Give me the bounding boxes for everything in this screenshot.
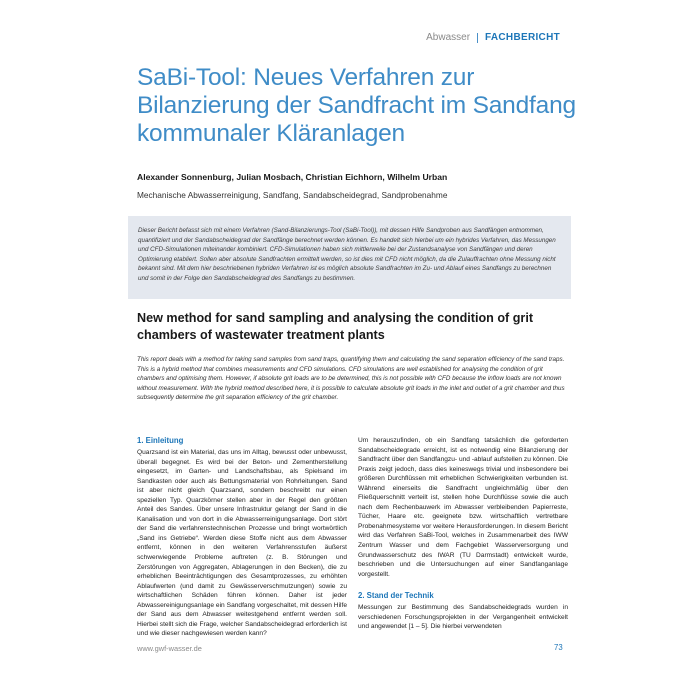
footer-url: www.gwf-wasser.de xyxy=(137,644,202,653)
article-title: SaBi-Tool: Neues Verfahren zur Bilanzierung der Sandfracht im Sandfang kommunaler Kläranlagen xyxy=(137,64,576,147)
abstract-english: This report deals with a method for taking sand samples from sand traps, quantifying them and calculating the sand separation efficiency of the sand traps. This is a hybrid method that combines measurements and CFD simulations. CFD simulations are well established for analysing the condition of grit chambers and optimising them. However, if absolute grit loads are to be determined, this is not possible with CFD because the inflow loads are not known without measurement. With the hybrid method described here, it is possible to calculate absolute grit loads in the inlet and outlet of a grit chamber and thus subsequently determine the grit separation efficiency of the grit chamber. xyxy=(137,356,565,402)
header-section: Abwasser xyxy=(426,32,471,43)
section-heading-introduction: 1. Einleitung xyxy=(137,436,184,445)
section-text-state-of-art: Messungen zur Bestimmung des Sandabscheidegrads wurden in verschiedenen Forschungsprojekten in der Vergangenheit entwickelt und angewendet [1 – 5]. Die hierbei verwendeten xyxy=(358,604,568,631)
section-text-introduction-continued: Um herauszufinden, ob ein Sandfang tatsächlich die geforderten Sandabscheidegrade erreicht, ist es notwendig eine Bilanzierung der Sandfracht über den Sandfangzu- und -ablauf aufstellen zu können. Die Praxis zeigt jedoch, dass dies keineswegs trivial und insbesondere bei größeren Durchflüssen mit erheblichen Schwierigkeiten verbunden ist. Während einerseits die Sandfracht ungleichmäßig über den Fließquerschnitt verteilt ist, stellen hohe Durchflüsse sowie die auch nach dem Rechenbauwerk im Abwasser verbleibenden Papierreste, Tücher, Haare etc. geeignete bzw. wirtschaftlich vertretbare Probenahmesysteme vor weitere Herausforderungen. In diesem Bericht wird das Verfahren SaBi-Tool, welches in Zusammenarbeit des IWW Zentrum Wasser und dem Fachgebiet Wasserversorgung und Grundwasserschutz des IWAR (TU Darmstadt) entwickelt wurde, beschrieben und die Untersuchungen auf einer Sandfanganlage vorgestellt. xyxy=(358,437,568,578)
column-right xyxy=(358,436,568,632)
english-title: New method for sand sampling and analysing the condition of grit chambers of wastewater treatment plants xyxy=(137,311,534,342)
header-divider xyxy=(477,33,478,43)
abstract-german-text: Dieser Bericht befasst sich mit einem Verfahren (Sand-Bilanzierungs-Tool (SaBi-Tool)), mit dessen Hilfe Sandproben aus Sandfängen entnommen, quantifiziert und der Sandabscheidegrad der Sandfänge berechnet werden können. Es handelt sich hierbei um ein hybrides Verfahren, das Messungen und CFD-Simulationen miteinander kombiniert. CFD-Simulationen haben sich mittlerweile bei der Zustandsanalyse von Sandfängen und deren Optimierung etabliert. Sollen aber absolute Sandfrachten ermittelt werden, so ist dies mit CFD nicht möglich, da die Zulauffrachten ohne Messung nicht bekannt sind. Mit dem hier beschriebenen hybriden Verfahren ist es möglich absolute Sandfrachten im Zu- und Ablauf eines Sandfangs zu berechnen und somit in der Folge den Sandabscheidegrad des Sandfangs zu bestimmen. xyxy=(138,227,556,282)
page-number: 73 xyxy=(554,643,563,652)
keywords: Mechanische Abwasserreinigung, Sandfang, Sandabscheidegrad, Sandprobenahme xyxy=(137,190,448,200)
section-text-introduction: Quarzsand ist ein Material, das uns im Alltag, bewusst oder unbewusst, überall begegnet. Es wird bei der Beton- und Zementherstellung eingesetzt, im Garten- und Landschaftsbau, als Spielsand im Sandkasten oder auch als Bettungsmaterial von Rohrleitungen. Sand ist aber nicht gleich Quarzsand, sondern beschreibt nur einen speziellen Typ. Quarzkörner stellen aber in der Regel den größten Anteil des Sandes. Über unsere Infrastruktur gelangt der Sand in die Kanalisation und von dort in die Abwasserreinigungsanlage. Dort stört der Sand die verfahrenstechnischen Prozesse und bringt wortwörtlich „Sand ins Getriebe“. Werden diese Stoffe nicht aus dem Abwasser entfernt, können in den weiteren Verfahrensstufen äußerst schwerwiegende Probleme auftreten (z. B. Störungen und Zerstörungen von Aggregaten, Ablagerungen in den Becken), die zu erheblichen Beeinträchtigungen des Gesamtprozesses, zu erhöhten Ablaufwerten (und damit zu Gewässerverschmutzungen) sowie zu wirtschaftlichen Schäden führen können. Daher ist jeder Abwassereinigungsanlage ein Sandfang vorgeschaltet, mit dessen Hilfe der Sand aus dem Abwasser weitestgehend entfernt werden soll. Hierbei stellt sich die Frage, welcher Sandabscheidegrad erforderlich ist und wie dieser nachgewiesen werden kann? xyxy=(137,449,347,638)
page-header xyxy=(426,32,560,43)
header-category: FACHBERICHT xyxy=(485,32,560,43)
authors: Alexander Sonnenburg, Julian Mosbach, Christian Eichhorn, Wilhelm Urban xyxy=(137,172,448,182)
column-left xyxy=(137,436,347,639)
abstract-german xyxy=(128,216,571,299)
section-heading-state-of-art: 2. Stand der Technik xyxy=(358,591,434,601)
